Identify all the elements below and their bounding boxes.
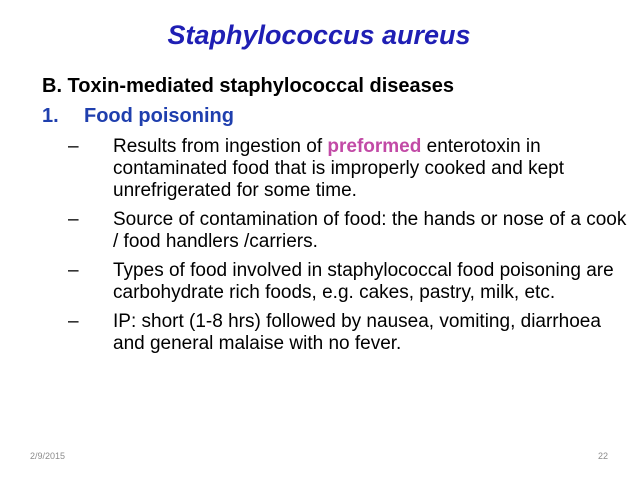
bullet-item: [68, 311, 628, 355]
bullet-marker: –: [68, 260, 79, 281]
bullet-item: [68, 136, 628, 202]
bullet-item: [68, 260, 628, 304]
subsection-heading: [42, 105, 234, 128]
subsection-title: Food poisoning: [84, 105, 234, 127]
bullet-marker: –: [68, 209, 79, 230]
bullet-marker: –: [68, 311, 79, 332]
bullet-text-after: enterotoxin in contaminated food that is improperly cooked and kept unrefrigerated for some time.: [113, 136, 564, 201]
subsection-number: 1.: [42, 105, 59, 127]
bullet-marker: –: [68, 136, 79, 157]
bullet-highlight: preformed: [327, 136, 422, 157]
footer-date: 2/9/2015: [30, 451, 66, 461]
bullet-text: IP: short (1-8 hrs) followed by nausea, vomiting, diarrhoea and general malaise with no fever.: [113, 311, 601, 354]
slide-title: Staphylococcus aureus: [167, 20, 471, 50]
bullet-text: Source of contamination of food: the hands or nose of a cook / food handlers /carriers.: [113, 209, 627, 252]
bullet-text: Types of food involved in staphylococcal food poisoning are carbohydrate rich foods, e.g. cakes, pastry, milk, etc.: [113, 260, 614, 303]
page-number: 22: [597, 451, 608, 461]
bullet-text-before: Results from ingestion of: [113, 136, 328, 157]
bullet-item: [68, 209, 628, 253]
bullet-list: [68, 136, 628, 362]
section-heading: B. Toxin-mediated staphylococcal diseases: [42, 75, 454, 97]
